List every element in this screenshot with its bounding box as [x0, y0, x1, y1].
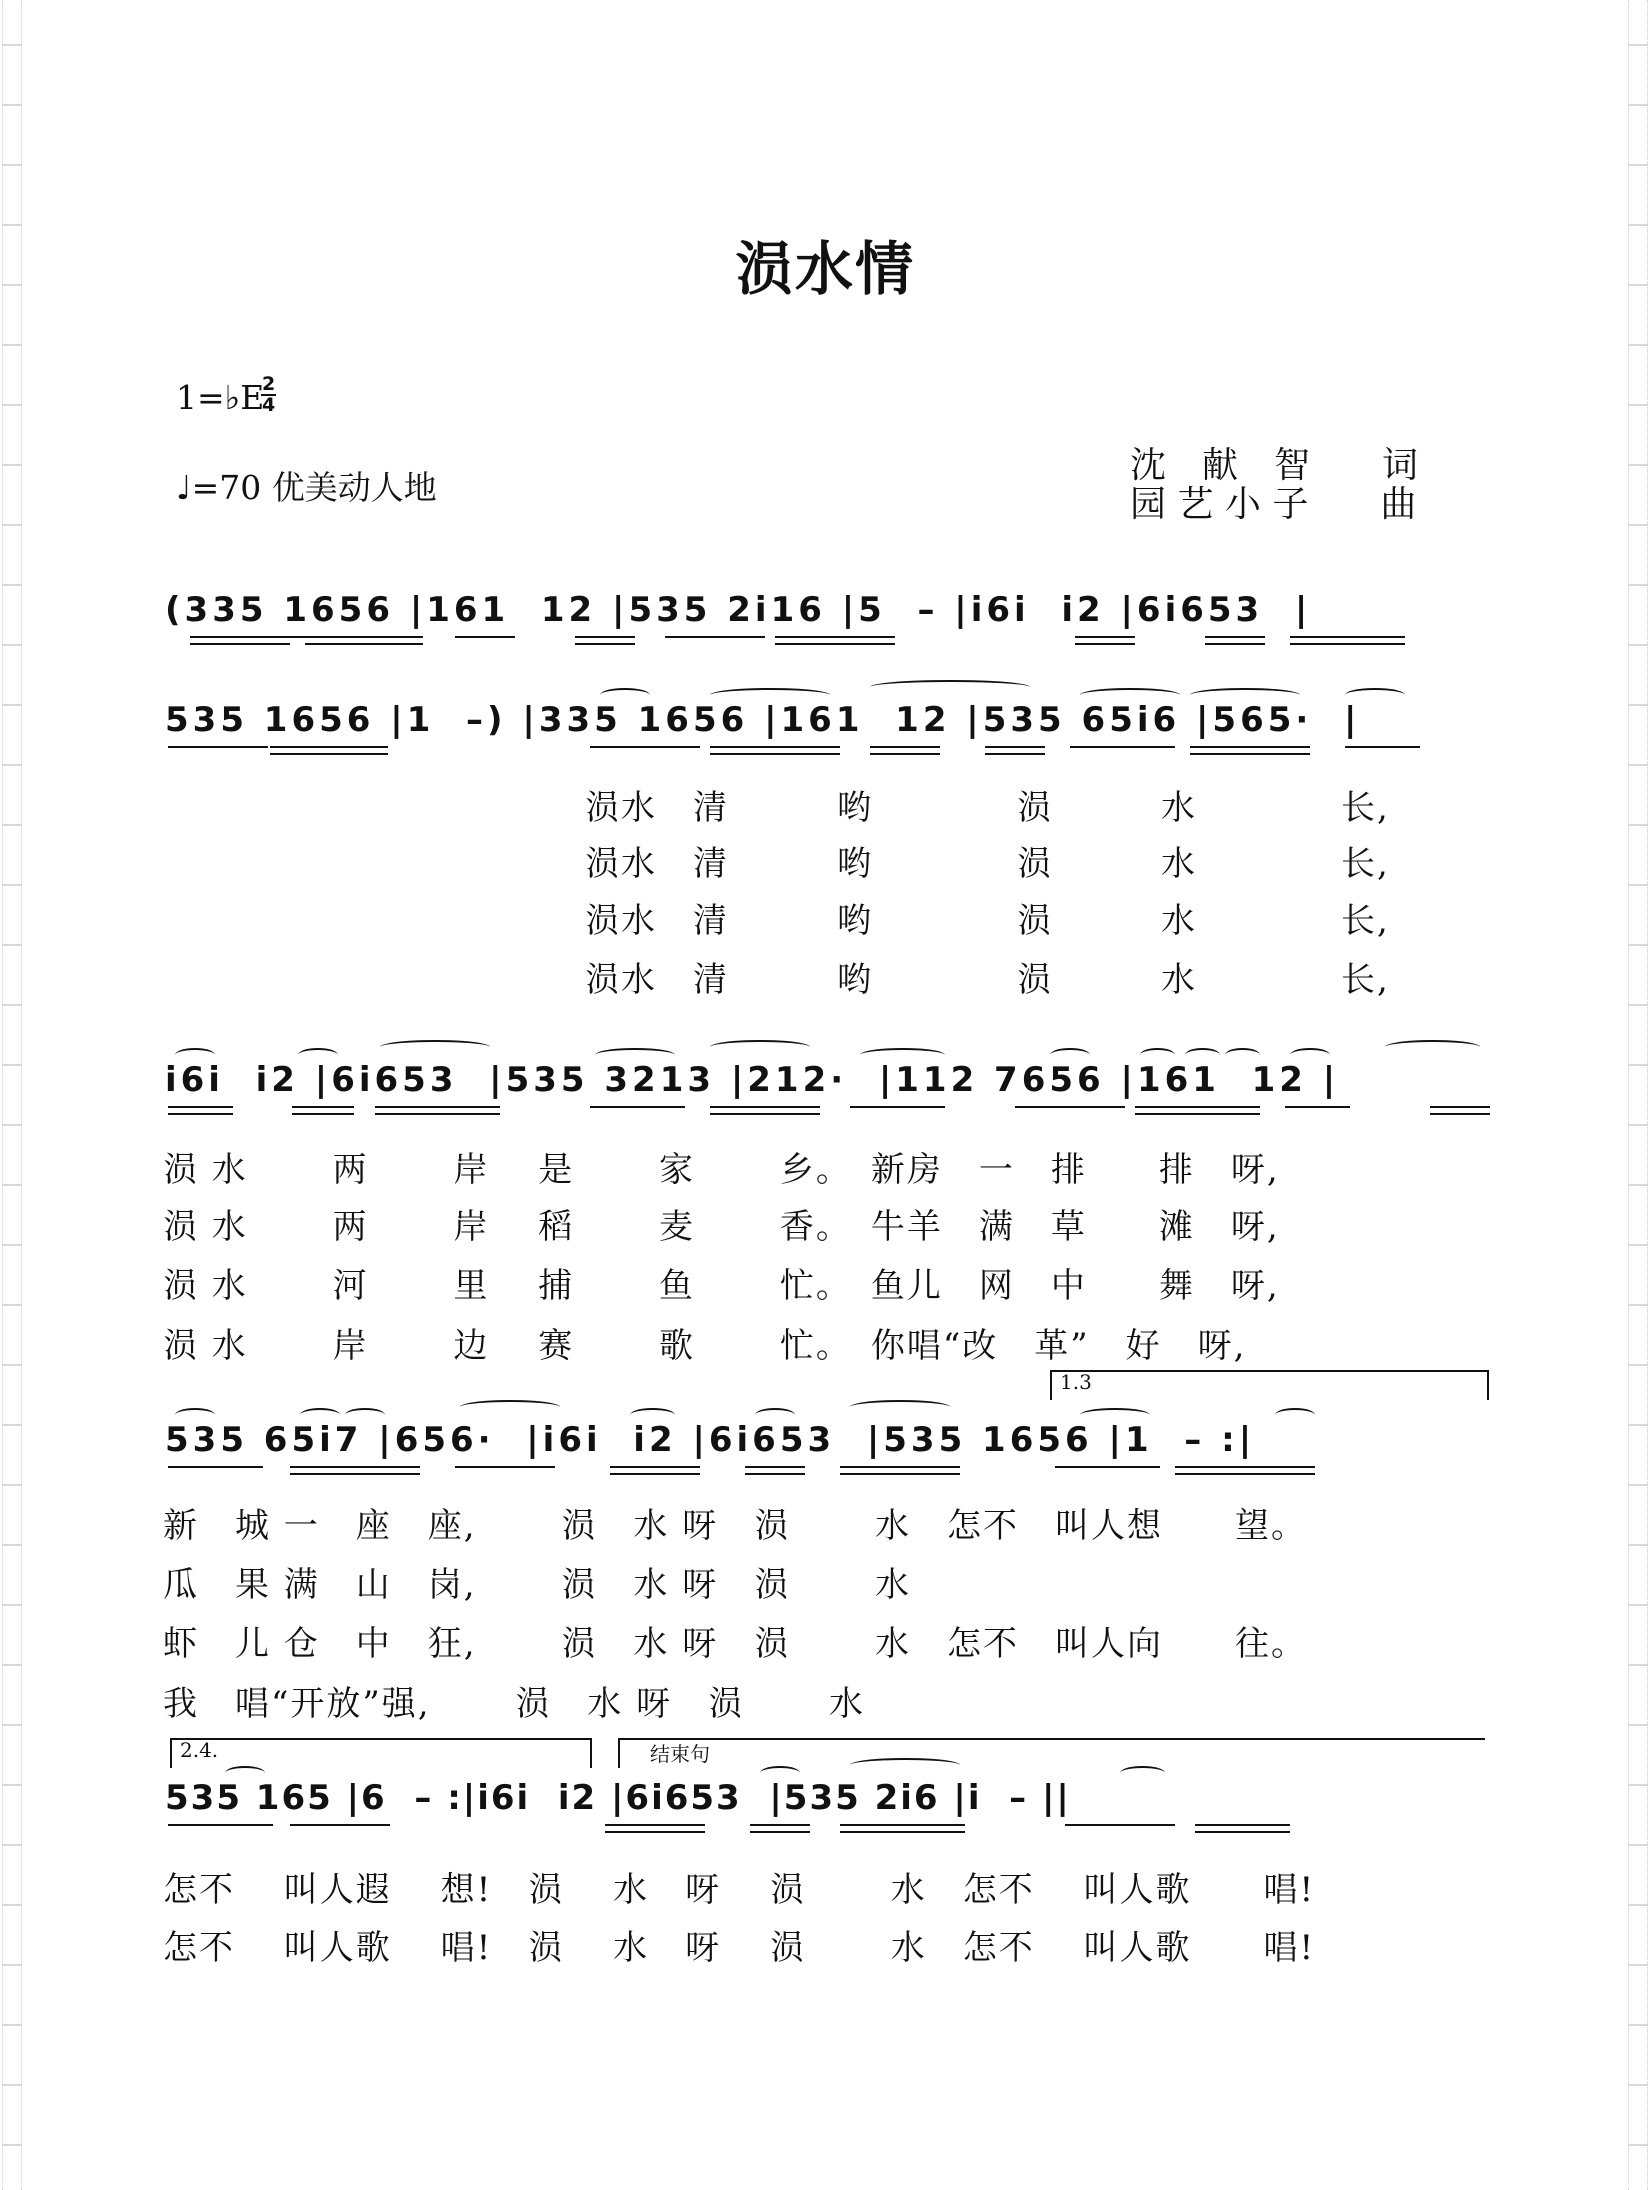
lyricist-credit: 沈 献 智 词 — [1130, 445, 1419, 486]
notation-row-2: 535 1656 |1 –) |335 1656 |161 12 |535 65i6 |565· | — [165, 700, 1361, 740]
verse2-lyric-line-4: 我 唱“开放”强, 涢 水 呀 涢 水 — [163, 1684, 865, 1724]
intro-lyric-line-3: 涢水 清 哟 涢 水 长, — [585, 901, 1390, 941]
left-margin-strip — [2, 0, 22, 2190]
verse2-lyric-line-1: 新 城 一 座 座, 涢 水 呀 涢 水 怎不 叫人想 望。 — [163, 1506, 1308, 1546]
ending-label: 结束句 — [650, 1742, 710, 1766]
volta-bracket-2-4 — [170, 1738, 592, 1768]
time-signature-bottom: 4 — [262, 394, 276, 416]
verse1-lyric-line-1: 涢 水 两 岸 是 家 乡。 新房 一 排 排 呀, — [163, 1150, 1280, 1190]
verse1-lyric-line-2: 涢 水 两 岸 稻 麦 香。 牛羊 满 草 滩 呀, — [163, 1207, 1280, 1247]
notation-row-1: (335 1656 |161 12 |535 2i16 |5 – |i6i i2 |6i653 | — [165, 590, 1312, 630]
composer-credit: 园 艺 小 子 曲 — [1130, 484, 1417, 525]
verse1-lyric-line-4: 涢 水 岸 边 赛 歌 忙。 你唱“改 革” 好 呀, — [163, 1326, 1247, 1366]
verse1-lyric-line-3: 涢 水 河 里 捕 鱼 忙。 鱼儿 网 中 舞 呀, — [163, 1266, 1280, 1306]
right-margin-strip — [1628, 0, 1648, 2190]
key-signature: 1=♭E — [176, 378, 265, 417]
intro-lyric-line-2: 涢水 清 哟 涢 水 长, — [585, 844, 1390, 884]
verse2-lyric-line-2: 瓜 果 满 山 岗, 涢 水 呀 涢 水 — [163, 1565, 912, 1605]
notation-row-3: i6i i2 |6i653 |535 3213 |212· |112 7656 |161 12 | — [165, 1060, 1340, 1100]
time-signature — [261, 375, 276, 415]
tempo-marking: ♩=70 优美动人地 — [176, 468, 437, 507]
intro-lyric-line-1: 涢水 清 哟 涢 水 长, — [585, 788, 1390, 828]
volta-bracket-1-3 — [1050, 1370, 1489, 1400]
notation-row-4: 535 65i7 |656· |i6i i2 |6i653 |535 1656 |1 – :| — [165, 1420, 1256, 1460]
ending-lyric-line-1: 怎不 叫人遐 想! 涢 水 呀 涢 水 怎不 叫人歌 唱! — [163, 1870, 1316, 1910]
volta-label-2-4: 2.4. — [180, 1738, 219, 1762]
volta-label-1-3: 1.3 — [1060, 1370, 1092, 1394]
intro-lyric-line-4: 涢水 清 哟 涢 水 长, — [585, 960, 1390, 1000]
ending-lyric-line-2: 怎不 叫人歌 唱! 涢 水 呀 涢 水 怎不 叫人歌 唱! — [163, 1928, 1316, 1968]
verse2-lyric-line-3: 虾 儿 仓 中 狂, 涢 水 呀 涢 水 怎不 叫人向 往。 — [163, 1624, 1308, 1664]
volta-bracket-ending — [618, 1738, 1485, 1768]
notation-row-5: 535 165 |6 – :|i6i i2 |6i653 |535 2i6 |i – || — [165, 1778, 1071, 1818]
time-signature-top: 2 — [262, 373, 276, 395]
song-title: 涢水情 — [734, 235, 915, 303]
